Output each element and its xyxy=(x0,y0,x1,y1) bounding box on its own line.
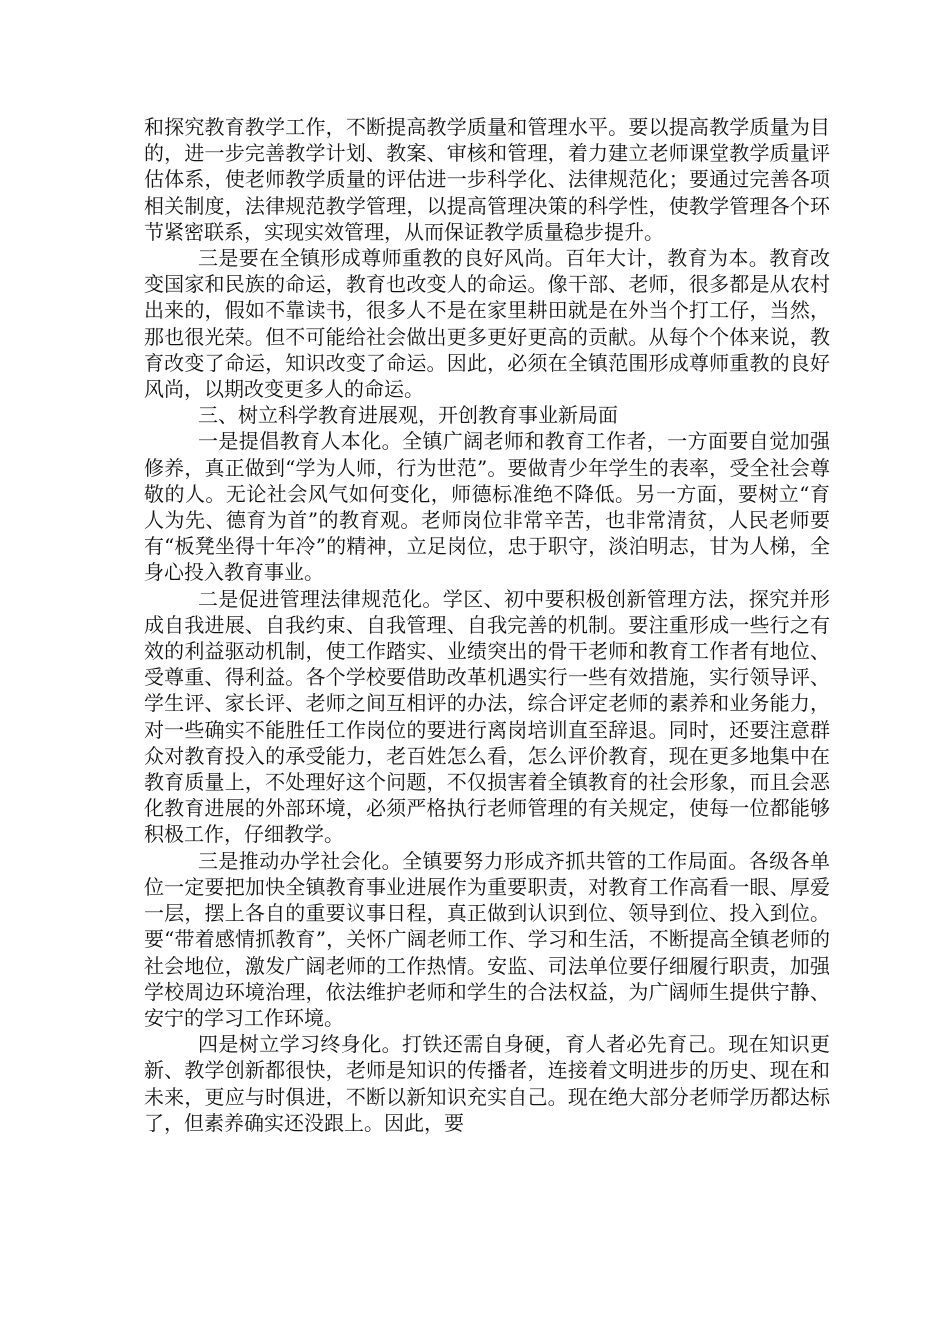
paragraph-4: 一是提倡教育人本化。全镇广阔老师和教育工作者，一方面要自觉加强修养，真正做到“学为人师，行为世范”。要做青少年学生的表率，受全社会尊敬的人。无论社会风气如何变化，师德标准绝不降低。另一方面，要树立“育人为先、德育为首”的教育观。老师岗位非常辛苦，也非常清贫，人民老师要有“板凳坐得十年冷”的精神，立足岗位，忠于职守，淡泊明志，甘为人梯，全身心投入教育事业。 xyxy=(144,429,830,585)
paragraph-5: 二是促进管理法律规范化。学区、初中要积极创新管理方法，探究并形成自我进展、自我约束、自我管理、自我完善的机制。要注重形成一些行之有效的利益驱动机制，使工作踏实、业绩突出的骨干老师和教育工作者有地位、受尊重、得利益。各个学校要借助改革机遇实行一些有效措施，实行领导评、学生评、家长评、老师之间互相评的办法，综合评定老师的素养和业务能力，对一些确实不能胜任工作岗位的要进行离岗培训直至辞退。同时，还要注意群众对教育投入的承受能力，老百姓怎么看，怎么评价教育，现在更多地集中在教育质量上，不处理好这个问题，不仅损害着全镇教育的社会形象，而且会恶化教育进展的外部环境，必须严格执行老师管理的有关规定，使每一位都能够积极工作，仔细教学。 xyxy=(144,586,830,847)
paragraph-1: 和探究教育教学工作，不断提高教学质量和管理水平。要以提高教学质量为目的，进一步完善教学计划、教案、审核和管理，着力建立老师课堂教学质量评估体系，使老师教学质量的评估进一步科学化、法律规范化；要通过完善各项相关制度，法律规范教学管理，以提高管理决策的科学性，使教学管理各个环节紧密联系，实现实效管理，从而保证教学质量稳步提升。 xyxy=(144,115,830,244)
section-heading: 三、树立科学教育进展观，开创教育事业新局面 xyxy=(198,403,618,428)
paragraph-2: 三是要在全镇形成尊师重教的良好风尚。百年大计，教育为本。教育改变国家和民族的命运，教育也改变人的命运。像干部、老师，很多都是从农村出来的，假如不靠读书，很多人不是在家里耕田就是在外当个打工仔，当然，那也很光荣。但不可能给社会做出更多更好更高的贡献。从每个个体来说，教育改变了命运，知识改变了命运。因此，必须在全镇范围形成尊师重教的良好风尚，以期改变更多人的命运。 xyxy=(144,246,830,402)
document-page xyxy=(144,114,830,1136)
paragraph-6: 三是推动办学社会化。全镇要努力形成齐抓共管的工作局面。各级各单位一定要把加快全镇教育事业进展作为重要职责，对教育工作高看一眼、厚爱一层，摆上各自的重要议事日程，真正做到认识到位、领导到位、投入到位。要“带着感情抓教育”，关怀广阔老师工作、学习和生活，不断提高全镇老师的社会地位，激发广阔老师的工作热情。安监、司法单位要仔细履行职责，加强学校周边环境治理，依法维护老师和学生的合法权益，为广阔师生提供宁静、安宁的学习工作环境。 xyxy=(144,848,830,1030)
paragraph-7: 四是树立学习终身化。打铁还需自身硬，育人者必先育己。现在知识更新、教学创新都很快，老师是知识的传播者，连接着文明进步的历史、现在和未来，更应与时俱进，不断以新知识充实自己。现在绝大部分老师学历都达标了，但素养确实还没跟上。因此，要 xyxy=(144,1032,830,1135)
